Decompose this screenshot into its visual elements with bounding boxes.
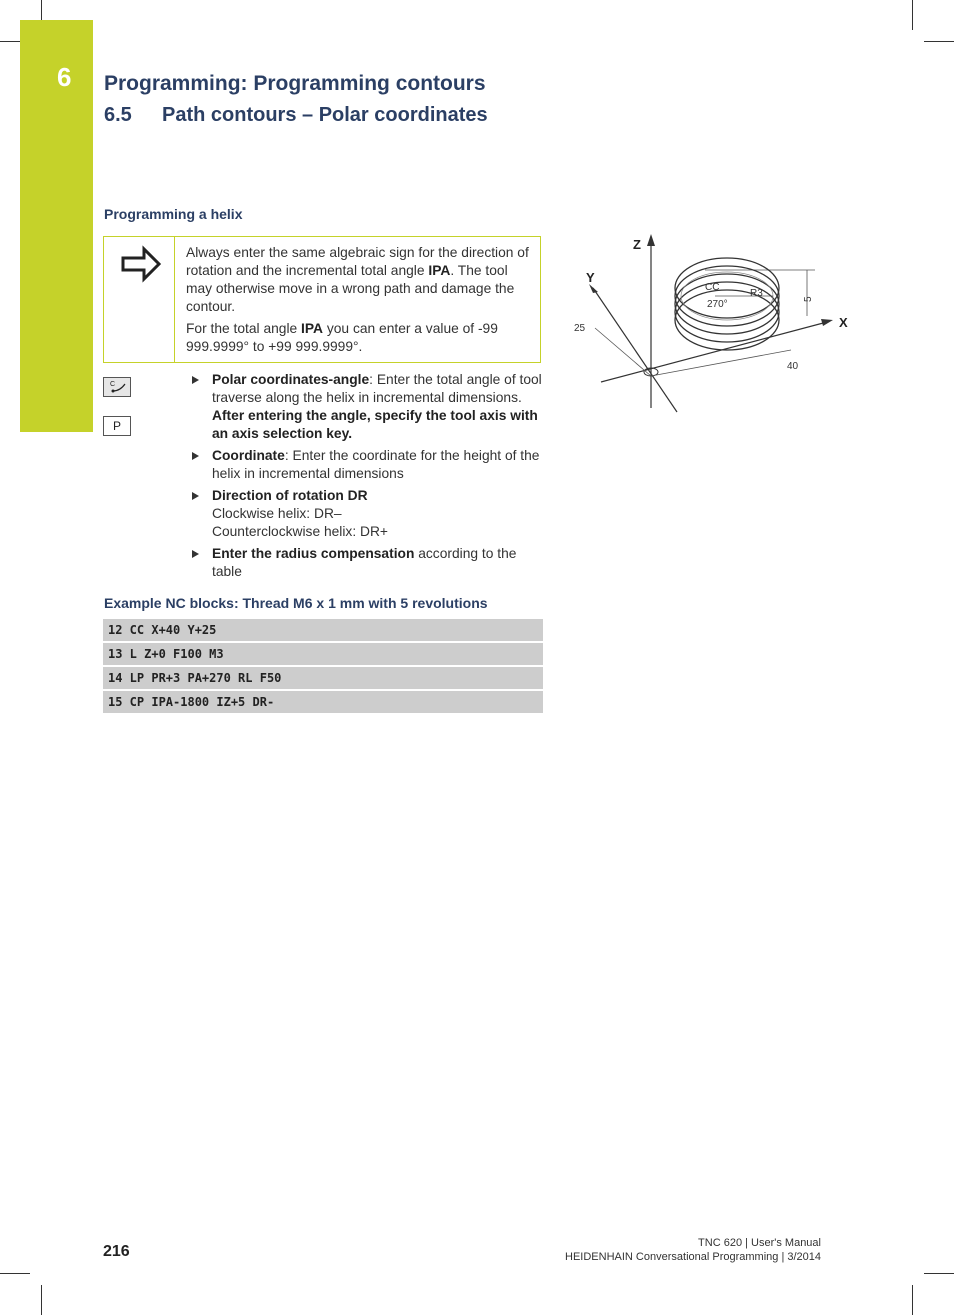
table-row: 12 CC X+40 Y+25 xyxy=(103,619,543,641)
table-row: 15 CP IPA-1800 IZ+5 DR- xyxy=(103,691,543,713)
example-heading: Example NC blocks: Thread M6 x 1 mm with 5 revolutions xyxy=(104,595,488,611)
axis-label-z: Z xyxy=(633,237,641,252)
y-axis xyxy=(593,288,677,412)
x-axis xyxy=(601,322,827,382)
input-steps-list xyxy=(192,371,542,585)
crop-mark xyxy=(41,0,42,20)
crop-mark xyxy=(0,41,20,42)
section-number: 6.5 xyxy=(104,104,132,126)
label-angle: 270° xyxy=(707,299,728,310)
footer-line-1: TNC 620 | User's Manual xyxy=(698,1237,821,1249)
crop-mark xyxy=(912,0,913,30)
footer xyxy=(565,1236,821,1264)
list-item: Polar coordinates-angle: Enter the total angle of tool traverse along the helix in incremental dimensions. After entering the angle, specify the tool axis with an axis selection key. xyxy=(192,371,542,443)
footer-line-2: HEIDENHAIN Conversational Programming | 3/2014 xyxy=(565,1251,821,1263)
svg-text:C: C xyxy=(110,381,116,388)
dimension-25: 25 xyxy=(574,323,586,334)
list-item: Coordinate: Enter the coordinate for the height of the helix in incremental dimensions xyxy=(192,447,542,483)
crop-mark xyxy=(924,41,954,42)
subheading: Programming a helix xyxy=(104,206,243,222)
list-item: Enter the radius compensation according to the table xyxy=(192,545,542,581)
axis-label-y: Y xyxy=(586,270,595,285)
cp-key[interactable] xyxy=(103,377,131,397)
circular-path-icon xyxy=(104,378,130,396)
label-r3: R3 xyxy=(750,288,763,299)
axis-label-x: X xyxy=(839,315,848,330)
chapter-title: Programming: Programming contours xyxy=(104,72,486,95)
list-item: Direction of rotation DR Clockwise helix: DR– Counterclockwise helix: DR+ xyxy=(192,487,542,541)
table-row: 13 L Z+0 F100 M3 xyxy=(103,643,543,665)
chapter-number: 6 xyxy=(57,62,72,92)
note-box xyxy=(103,236,541,363)
crop-mark xyxy=(924,1273,954,1274)
section-title: Path contours – Polar coordinates xyxy=(162,104,488,126)
arrow-right-icon xyxy=(120,245,162,290)
label-cc: CC xyxy=(705,282,720,293)
nc-blocks-table xyxy=(103,619,543,715)
crop-mark xyxy=(912,1285,913,1315)
dimension-5: 5 xyxy=(803,296,814,302)
dimension-40: 40 xyxy=(787,361,799,372)
p-key[interactable]: P xyxy=(103,416,131,436)
page-number: 216 xyxy=(103,1243,130,1260)
table-row: 14 LP PR+3 PA+270 RL F50 xyxy=(103,667,543,689)
note-divider xyxy=(174,237,175,362)
helix-diagram xyxy=(565,230,855,425)
crop-mark xyxy=(41,1285,42,1315)
crop-mark xyxy=(0,1273,30,1274)
note-text: Always enter the same algebraic sign for the direction of rotation and the incremental total angle IPA. The tool may otherwise move in a wrong path and damage the contour. For the total angle IPA you can enter a value of -99 999.9999° to +99 999.9999°. xyxy=(186,245,529,354)
